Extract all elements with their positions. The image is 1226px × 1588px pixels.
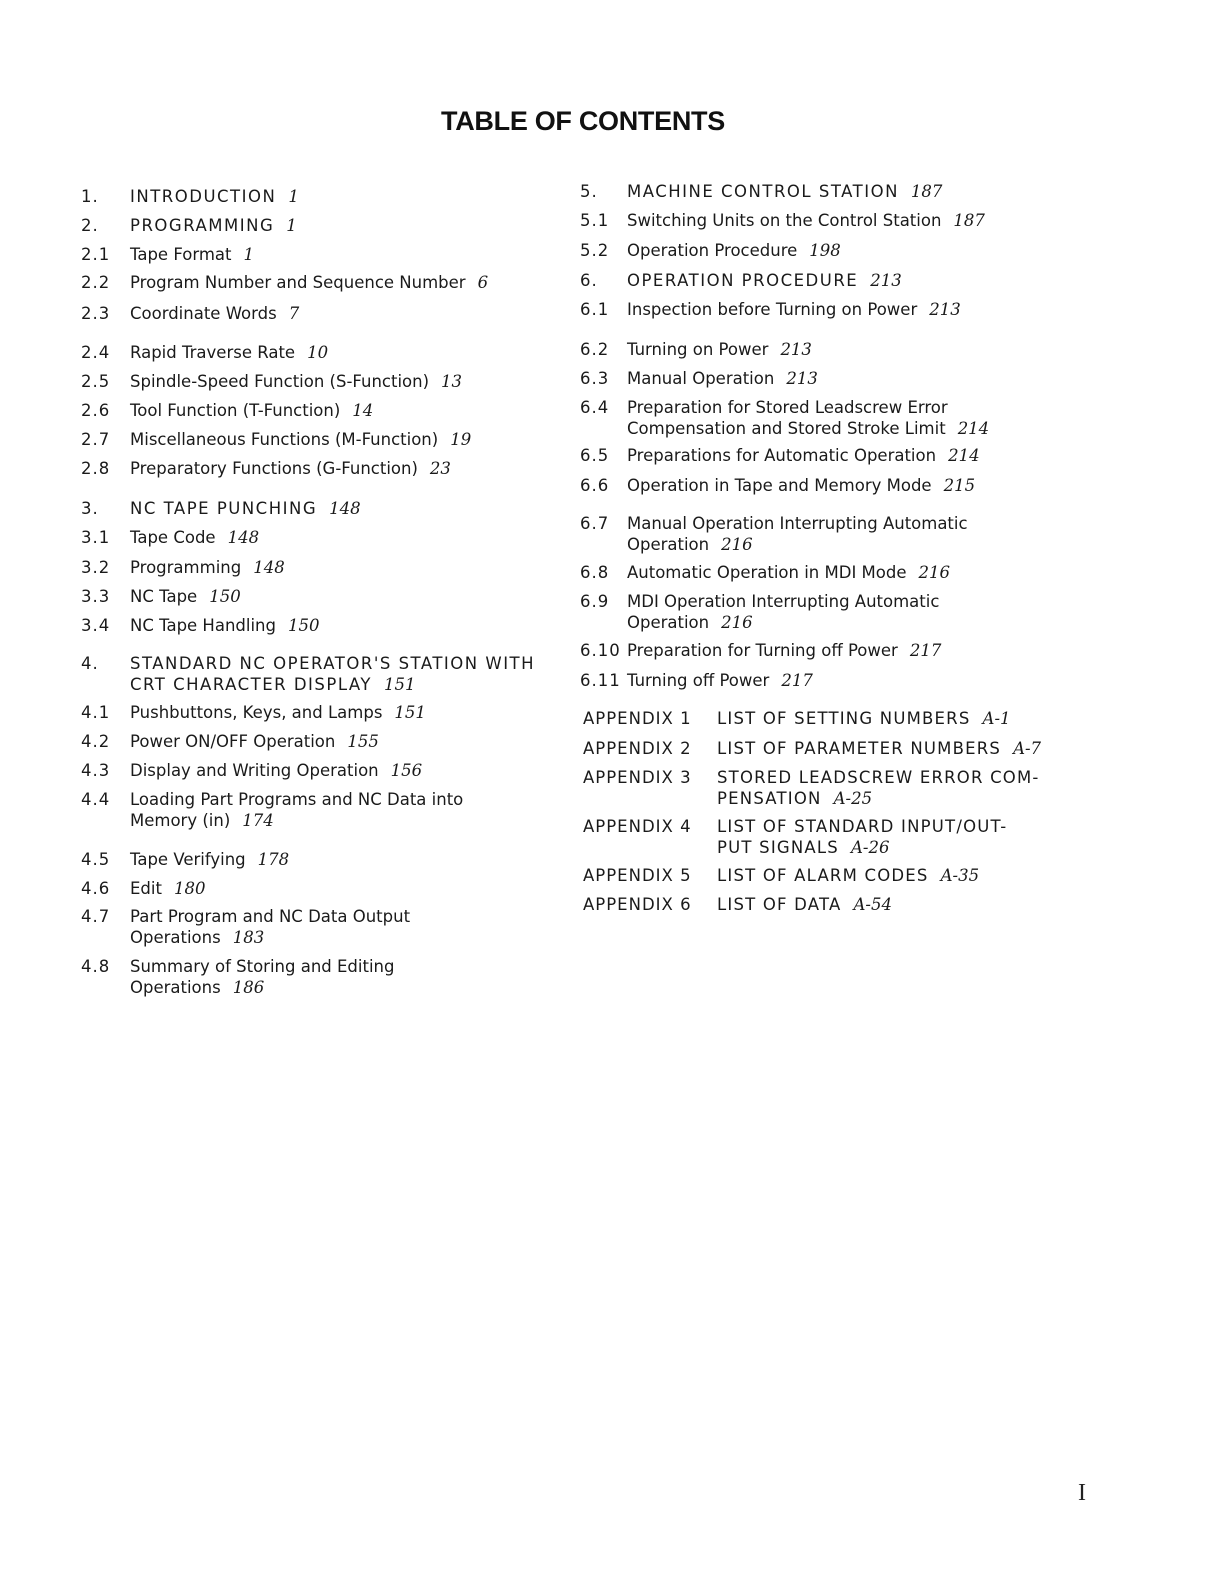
page-reference: 151: [394, 703, 426, 722]
entry-title-line: Compensation and Stored Stroke Limit 214: [627, 419, 990, 438]
page-reference: 156: [390, 761, 423, 780]
entry-title-line: LIST OF STANDARD INPUT/OUT-: [717, 817, 1008, 836]
page-reference: 198: [809, 241, 841, 260]
page-reference: 148: [329, 499, 361, 518]
entry-title-line: NC Tape Handling 150: [130, 616, 320, 635]
entry-number: 2.6: [81, 401, 111, 420]
page-reference: 178: [257, 850, 290, 869]
entry-number: APPENDIX 3: [583, 768, 692, 787]
page-reference: 217: [781, 671, 813, 690]
page-reference: 7: [288, 304, 300, 323]
entry-title-line: Preparatory Functions (G-Function) 23: [130, 459, 451, 478]
page-reference: A-7: [1013, 739, 1042, 758]
entry-number: APPENDIX 6: [583, 895, 692, 914]
entry-number: 6.4: [580, 398, 610, 417]
page-reference: 1: [288, 187, 299, 206]
page-reference: A-25: [833, 789, 873, 808]
entry-title-line: Miscellaneous Functions (M-Function) 19: [130, 430, 472, 449]
page-reference: A-26: [850, 838, 890, 857]
page-reference: 213: [780, 340, 812, 359]
page-reference: A-35: [940, 866, 980, 885]
page-reference: 186: [232, 978, 265, 997]
page-reference: 213: [786, 369, 818, 388]
entry-title-line: Tape Format 1: [130, 245, 254, 264]
entry-title-line: INTRODUCTION 1: [130, 187, 299, 206]
page-reference: 215: [943, 476, 976, 495]
entry-title-line: PENSATION A-25: [717, 789, 873, 808]
page-reference: 180: [173, 879, 206, 898]
entry-number: 6.3: [580, 369, 610, 388]
page-reference: 213: [929, 300, 961, 319]
entry-title-line: Programming 148: [130, 558, 285, 577]
entry-title-line: Switching Units on the Control Station 187: [627, 211, 985, 230]
entry-title-line: OPERATION PROCEDURE 213: [627, 271, 902, 290]
page-title: TABLE OF CONTENTS: [441, 106, 725, 136]
page-reference: 14: [352, 401, 374, 420]
page-reference: 23: [429, 459, 451, 478]
entry-number: APPENDIX 5: [583, 866, 692, 885]
page-reference: 216: [721, 535, 753, 554]
entry-number: 6.6: [580, 476, 610, 495]
entry-number: 3.2: [81, 558, 111, 577]
entry-number: 6.10: [580, 641, 621, 660]
entry-number: 6.5: [580, 446, 610, 465]
entry-number: 6.2: [580, 340, 610, 359]
entry-number: 5.: [580, 182, 598, 201]
entry-number: 3.3: [81, 587, 111, 606]
entry-number: APPENDIX 4: [583, 817, 692, 836]
page-reference: 187: [910, 182, 943, 201]
page-reference: 217: [909, 641, 942, 660]
entry-number: 2.3: [81, 304, 111, 323]
entry-title-line: PROGRAMMING 1: [130, 216, 297, 235]
entry-title-line: Spindle-Speed Function (S-Function) 13: [130, 372, 463, 391]
page-reference: 1: [243, 245, 254, 264]
entry-number: 6.7: [580, 514, 610, 533]
entry-title-line: Summary of Storing and Editing: [130, 957, 395, 976]
entry-number: 4.1: [81, 703, 111, 722]
entry-number: 5.2: [580, 241, 610, 260]
entry-number: 5.1: [580, 211, 610, 230]
entry-number: 4.2: [81, 732, 111, 751]
entry-title-line: NC Tape 150: [130, 587, 241, 606]
entry-title-line: MACHINE CONTROL STATION 187: [627, 182, 943, 201]
entry-title-line: Automatic Operation in MDI Mode 216: [627, 563, 951, 582]
page-reference: 183: [232, 928, 265, 947]
entry-number: 2.1: [81, 245, 111, 264]
entry-title-line: Pushbuttons, Keys, and Lamps 151: [130, 703, 426, 722]
entry-title-line: Turning on Power 213: [627, 340, 812, 359]
entry-number: 6.: [580, 271, 598, 290]
page-reference: 10: [307, 343, 329, 362]
entry-number: 3.1: [81, 528, 111, 547]
entry-number: 2.8: [81, 459, 111, 478]
page-reference: 13: [441, 372, 463, 391]
entry-title-line: Edit 180: [130, 879, 206, 898]
page-reference: 150: [288, 616, 320, 635]
entry-number: 2.5: [81, 372, 111, 391]
entry-title-line: Part Program and NC Data Output: [130, 907, 411, 926]
page-reference: A-54: [853, 895, 892, 914]
entry-number: 1.: [81, 187, 99, 206]
entry-number: 2.2: [81, 273, 111, 292]
entry-number: 3.4: [81, 616, 111, 635]
entry-number: 4.4: [81, 790, 111, 809]
entry-number: 4.8: [81, 957, 111, 976]
entry-title-line: LIST OF ALARM CODES A-35: [717, 866, 980, 885]
entry-title-line: Operations 186: [130, 978, 265, 997]
entry-title-line: Preparation for Turning off Power 217: [627, 641, 942, 660]
entry-number: APPENDIX 2: [583, 739, 692, 758]
entry-title-line: Turning off Power 217: [627, 671, 813, 690]
entry-title-line: LIST OF SETTING NUMBERS A-1: [717, 709, 1011, 728]
page-reference: 214: [957, 419, 990, 438]
entry-title-line: CRT CHARACTER DISPLAY 151: [130, 675, 416, 694]
entry-title-line: Loading Part Programs and NC Data into: [130, 790, 464, 809]
entry-title-line: STANDARD NC OPERATOR'S STATION WITH: [130, 654, 536, 673]
entry-title-line: PUT SIGNALS A-26: [717, 838, 890, 857]
page-reference: 151: [384, 675, 416, 694]
entry-title-line: Power ON/OFF Operation 155: [130, 732, 379, 751]
entry-number: 6.9: [580, 592, 610, 611]
entry-title-line: Operation Procedure 198: [627, 241, 841, 260]
entry-title-line: Coordinate Words 7: [130, 304, 300, 323]
entry-number: 6.8: [580, 563, 610, 582]
page-reference: A-1: [982, 709, 1011, 728]
entry-number: 4.5: [81, 850, 111, 869]
entry-title-line: Operation 216: [627, 535, 753, 554]
entry-title-line: Rapid Traverse Rate 10: [130, 343, 329, 362]
entry-title-line: Manual Operation Interrupting Automatic: [627, 514, 968, 533]
entry-title-line: Manual Operation 213: [627, 369, 818, 388]
entry-title-line: Program Number and Sequence Number 6: [130, 273, 489, 292]
page-reference: 19: [450, 430, 472, 449]
page-reference: 187: [953, 211, 985, 230]
entry-number: 4.7: [81, 907, 111, 926]
entry-title-line: Operation 216: [627, 613, 753, 632]
entry-title-line: MDI Operation Interrupting Automatic: [627, 592, 940, 611]
entry-title-line: Tool Function (T-Function) 14: [130, 401, 374, 420]
page-reference: 6: [477, 273, 489, 292]
entry-number: APPENDIX 1: [583, 709, 692, 728]
entry-number: 4.3: [81, 761, 111, 780]
page-reference: 150: [209, 587, 241, 606]
entry-title-line: Tape Code 148: [130, 528, 260, 547]
page-reference: 1: [286, 216, 297, 235]
entry-title-line: Preparations for Automatic Operation 214: [627, 446, 980, 465]
entry-title-line: Operations 183: [130, 928, 265, 947]
page-reference: 214: [948, 446, 980, 465]
entry-title-line: Memory (in) 174: [130, 811, 274, 830]
entry-title-line: LIST OF DATA A-54: [717, 895, 892, 914]
entry-number: 4.: [81, 654, 99, 673]
entry-number: 6.1: [580, 300, 610, 319]
entry-title-line: LIST OF PARAMETER NUMBERS A-7: [717, 739, 1042, 758]
page-number: I: [1078, 1480, 1086, 1506]
entry-number: 2.: [81, 216, 99, 235]
page-reference: 216: [918, 563, 951, 582]
entry-title-line: Operation in Tape and Memory Mode 215: [627, 476, 976, 495]
entry-number: 4.6: [81, 879, 111, 898]
entry-number: 3.: [81, 499, 99, 518]
page-reference: 148: [253, 558, 285, 577]
entry-number: 2.4: [81, 343, 111, 362]
entry-title-line: STORED LEADSCREW ERROR COM-: [717, 768, 1040, 787]
entry-number: 2.7: [81, 430, 111, 449]
entry-title-line: Inspection before Turning on Power 213: [627, 300, 961, 319]
page-reference: 174: [242, 811, 274, 830]
page-reference: 213: [870, 271, 902, 290]
entry-title-line: Tape Verifying 178: [130, 850, 290, 869]
page-reference: 155: [347, 732, 379, 751]
entry-title-line: Preparation for Stored Leadscrew Error: [627, 398, 948, 417]
entry-title-line: NC TAPE PUNCHING 148: [130, 499, 361, 518]
entry-title-line: Display and Writing Operation 156: [130, 761, 423, 780]
page-reference: 148: [227, 528, 260, 547]
entry-number: 6.11: [580, 671, 621, 690]
page-reference: 216: [721, 613, 753, 632]
